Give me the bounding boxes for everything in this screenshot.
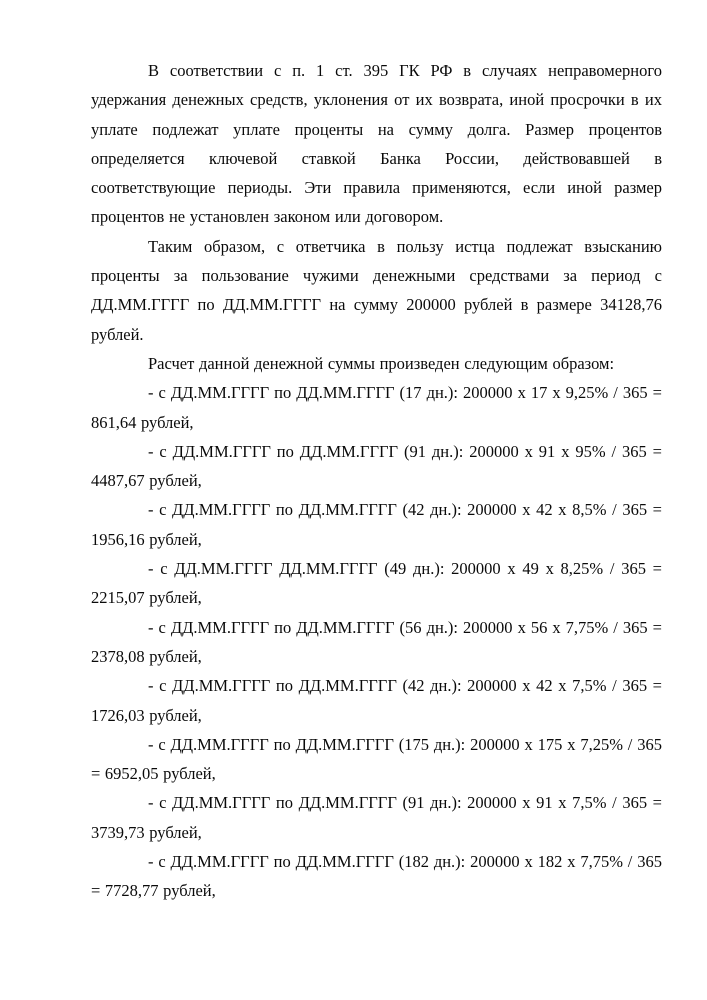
calc-line-42-days-8-5: - с ДД.ММ.ГГГГ по ДД.ММ.ГГГГ (42 дн.): 200000 x 42 x 8,5% / 365 = 1956,16 рублей, [91,500,662,549]
calc-line-49-days: - с ДД.ММ.ГГГГ ДД.ММ.ГГГГ (49 дн.): 200000 x 49 x 8,25% / 365 = 2215,07 рублей, [91,559,662,608]
paragraph-calc-intro: Расчет данной денежной суммы произведен следующим образом: [148,353,615,373]
calc-line-17-days: - с ДД.ММ.ГГГГ по ДД.ММ.ГГГГ (17 дн.): 200000 x 17 x 9,25% / 365 = 861,64 рублей, [91,383,662,432]
paragraph-conclusion: Таким образом, с ответчика в пользу истца подлежат взысканию проценты за пользование чужими денежными средствами за период с ДД.ММ.ГГГГ по ДД.ММ.ГГГГ на сумму 200000 рублей в размере 34128,76 рублей. [91,236,662,344]
calc-line-56-days: - с ДД.ММ.ГГГГ по ДД.ММ.ГГГГ (56 дн.): 200000 x 56 x 7,75% / 365 = 2378,08 рублей, [91,617,662,666]
calc-line-42-days-7-5: - с ДД.ММ.ГГГГ по ДД.ММ.ГГГГ (42 дн.): 200000 x 42 x 7,5% / 365 = 1726,03 рублей, [91,676,662,725]
calc-line-182-days: - с ДД.ММ.ГГГГ по ДД.ММ.ГГГГ (182 дн.): 200000 x 182 x 7,75% / 365 = 7728,77 рублей, [91,852,662,901]
calc-line-175-days: - с ДД.ММ.ГГГГ по ДД.ММ.ГГГГ (175 дн.): 200000 x 175 x 7,25% / 365 = 6952,05 рублей, [91,734,662,784]
calc-line-91-days: - с ДД.ММ.ГГГГ по ДД.ММ.ГГГГ (91 дн.): 200000 x 91 x 95% / 365 = 4487,67 рублей, [91,441,662,491]
paragraph-law-basis: В соответствии с п. 1 ст. 395 ГК РФ в случаях неправомерного удержания денежных средств, уклонения от их возврата, иной просрочки в их уплате подлежат уплате проценты на сумму долга. Размер процентов определяется ключевой ставкой Банка России, действовавшей в соответствующие периоды. Эти правила применяются, если иной размер процентов не установлен законом или договором. [91,61,662,227]
calc-line-91-days-7-5: - с ДД.ММ.ГГГГ по ДД.ММ.ГГГГ (91 дн.): 200000 x 91 x 7,5% / 365 = 3739,73 рублей, [91,793,662,842]
